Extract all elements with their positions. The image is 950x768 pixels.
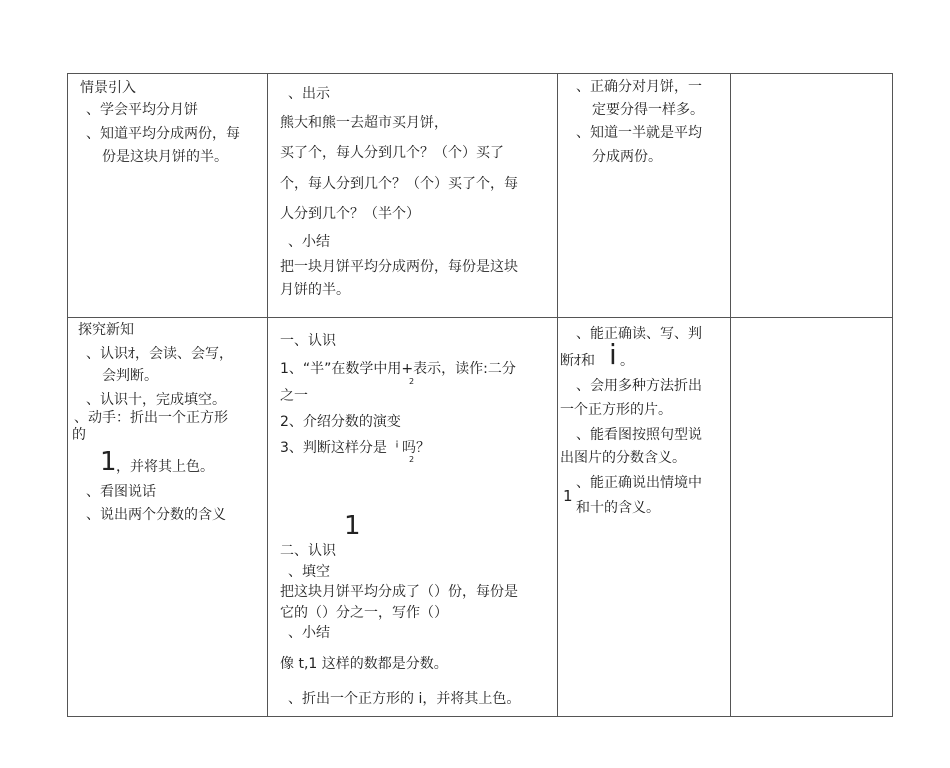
- column-divider-1: [267, 73, 268, 717]
- activity-line: 、折出一个正方形的 i，并将其上色。: [288, 691, 521, 707]
- activity-line: 把一块月饼平均分成两份，每份是这块: [280, 259, 518, 275]
- fraction-numeral: 1: [344, 511, 361, 541]
- goal-line: 、正确分对月饼，一: [576, 79, 702, 95]
- objective-line: 、学会平均分月饼: [86, 102, 198, 118]
- objective-line: 会判断。: [102, 368, 158, 384]
- fraction-denominator: 2: [409, 377, 415, 386]
- activity-line: 个，每人分到几个？（个）买了个，每: [280, 176, 518, 192]
- objective-line: 、说出两个分数的含义: [86, 507, 226, 523]
- activity-line: 像 t,1 这样的数都是分数。: [280, 656, 448, 672]
- fraction-numeral-i: i: [609, 338, 617, 371]
- activity-line: 熊大和熊一去超市买月饼，: [280, 115, 448, 131]
- goal-line: 、会用多种方法折出: [576, 378, 702, 394]
- fraction-numerator: ¡: [395, 438, 400, 449]
- activity-line: 它的（）分之一，写作（）: [280, 605, 448, 621]
- goal-line: 出图片的分数含义。: [560, 450, 686, 466]
- objective-line: 、看图说话: [86, 484, 156, 500]
- row-divider: [67, 317, 893, 318]
- activity-line: 2、介绍分数的演变: [280, 414, 401, 430]
- activity-heading: 一、认识: [280, 333, 336, 349]
- objective-line: 、认识十，完成填空。: [86, 392, 226, 408]
- table-border-top: [67, 73, 893, 74]
- fraction-numeral: 1: [563, 487, 573, 505]
- activity-line: 、出示: [288, 86, 330, 102]
- table-border-bottom: [67, 716, 893, 717]
- goal-line: 、能正确读、写、判: [576, 326, 702, 342]
- fraction-denominator: 2: [409, 455, 415, 464]
- activity-line: 吗？: [402, 440, 430, 456]
- goal-line: 、能正确说出情境中: [576, 475, 702, 491]
- section-title-explore: 探究新知: [78, 322, 134, 338]
- objective-line: 、知道平均分成两份，每: [86, 126, 240, 142]
- goal-line: 分成两份。: [592, 149, 662, 165]
- objective-line: 、动手：折出一个正方形: [74, 410, 228, 426]
- goal-line: 断ｵ和: [560, 353, 595, 369]
- activity-line: 月饼的半。: [280, 282, 350, 298]
- activity-line: 、小结: [288, 234, 330, 250]
- table-border-left: [67, 73, 68, 717]
- activity-line: 、填空: [288, 564, 330, 580]
- goal-line: 和十的含义。: [576, 500, 660, 516]
- activity-line: 、小结: [288, 625, 330, 641]
- fraction-numeral: 1: [100, 447, 117, 477]
- objective-line: 、认识ｵ，会读、会写，: [86, 346, 233, 362]
- table-border-right: [892, 73, 893, 717]
- activity-line: 人分到几个？（半个）: [280, 206, 420, 222]
- goal-line: 、能看图按照句型说: [576, 427, 702, 443]
- goal-line: 一个正方形的片。: [560, 402, 672, 418]
- activity-line: 把这块月饼平均分成了（）份，每份是: [280, 584, 518, 600]
- goal-line: 。: [620, 353, 634, 369]
- objective-line: 份是这块月饼的半。: [102, 149, 228, 165]
- activity-heading: 二、认识: [280, 543, 336, 559]
- objective-line: ，并将其上色。: [116, 459, 214, 475]
- activity-line: 1、“半”在数学中用+表示，读作:二分: [280, 361, 516, 377]
- column-divider-3: [730, 73, 731, 717]
- column-divider-2: [557, 73, 558, 717]
- section-title-intro: 情景引入: [80, 80, 136, 96]
- activity-line: 之一: [280, 388, 308, 404]
- goal-line: 、知道一半就是平均: [576, 125, 702, 141]
- goal-line: 定要分得一样多。: [592, 102, 704, 118]
- activity-line: 3、判断这样分是: [280, 440, 387, 456]
- objective-line: 的: [72, 427, 86, 443]
- activity-line: 买了个，每人分到几个？（个）买了: [280, 145, 504, 161]
